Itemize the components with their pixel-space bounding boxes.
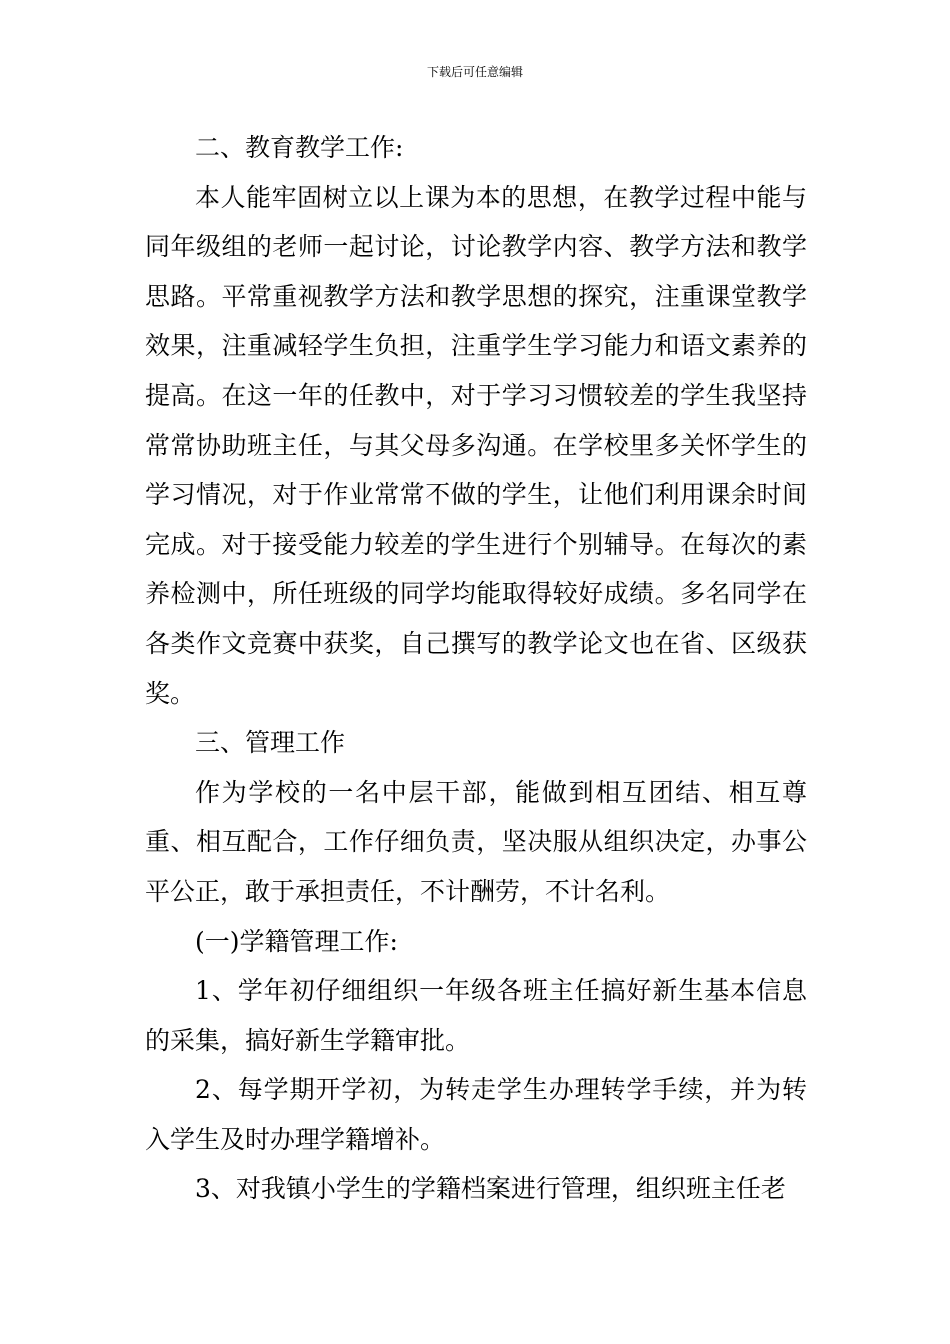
- paragraph-management: 作为学校的一名中层干部，能做到相互团结、相互尊重、相互配合，工作仔细负责，坚决服从组织决定，办事公平公正，敢于承担责任，不计酬劳，不计名利。: [145, 777, 807, 906]
- section-heading-teaching: 二、教育教学工作:: [195, 133, 404, 162]
- document-body: [145, 123, 807, 1214]
- list-item: 2、每学期开学初，为转走学生办理转学手续，并为转入学生及时办理学籍增补。: [145, 1075, 807, 1154]
- list-item: 1、学年初仔细组织一年级各班主任搞好新生基本信息的采集，搞好新生学籍审批。: [145, 976, 807, 1055]
- paragraph-teaching: 本人能牢固树立以上课为本的思想，在教学过程中能与同年级组的老师一起讨论，讨论教学内容、教学方法和教学思路。平常重视教学方法和教学思想的探究，注重课堂教学效果，注重减轻学生负担，注重学生学习能力和语文素养的提高。在这一年的任教中，对于学习习惯较差的学生我坚持常常协助班主任，与其父母多沟通。在学校里多关怀学生的学习情况，对于作业常常不做的学生，让他们利用课余时间完成。对于接受能力较差的学生进行个别辅导。在每次的素养检测中，所任班级的同学均能取得较好成绩。多名同学在各类作文竞赛中获奖，自己撰写的教学论文也在省、区级获奖。: [145, 182, 807, 708]
- list-item: 3、对我镇小学生的学籍档案进行管理，组织班主任老: [195, 1174, 786, 1204]
- header-note: 下载后可任意编辑: [426, 65, 523, 79]
- subsection-heading-enrollment: (一)学籍管理工作:: [195, 926, 398, 956]
- section-heading-management: 三、管理工作: [195, 728, 346, 758]
